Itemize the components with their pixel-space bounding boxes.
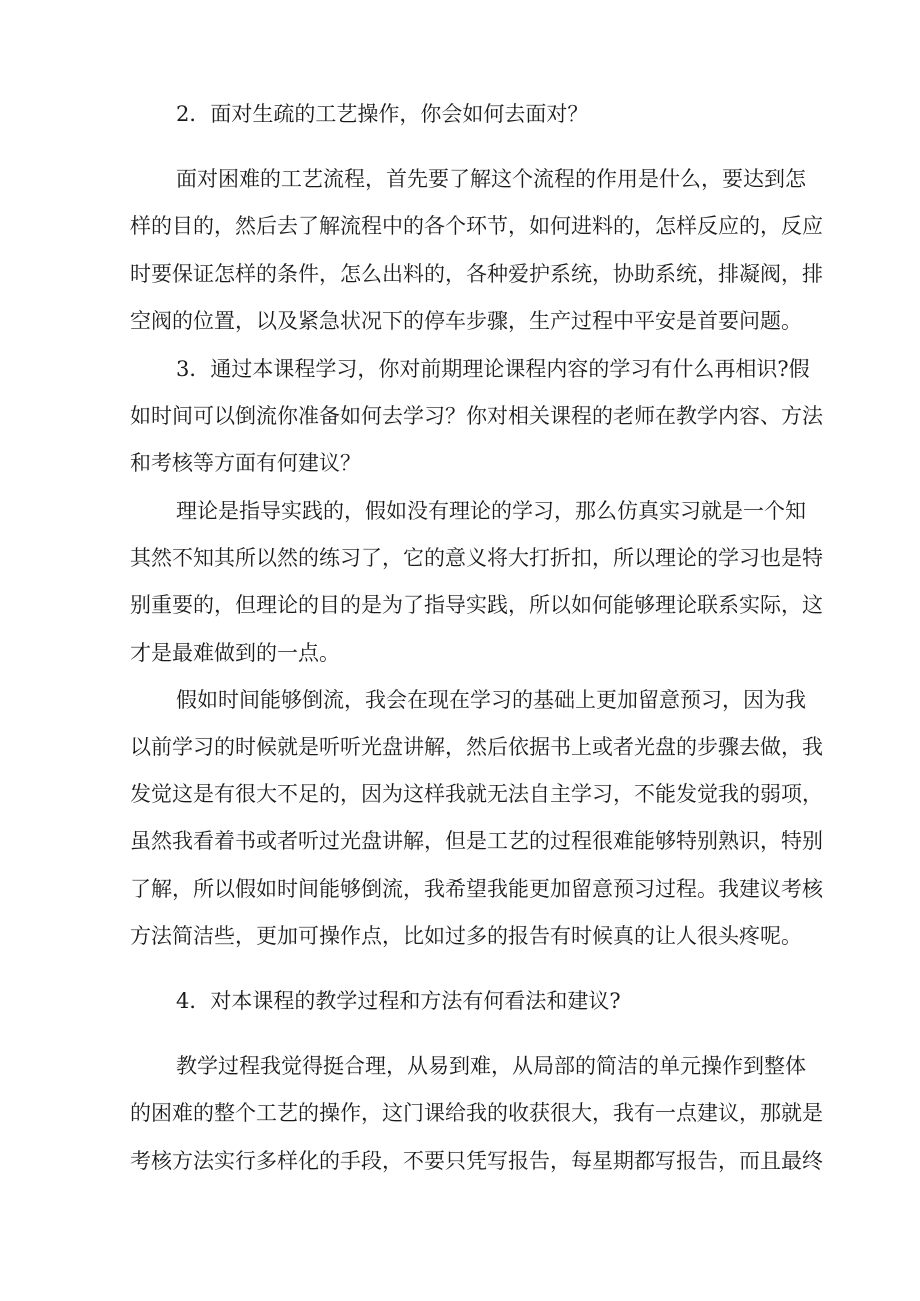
question-3-heading-line: 如时间可以倒流你准备如何去学习？你对相关课程的老师在教学内容、方法 <box>130 404 823 428</box>
paragraph-line: 虽然我看着书或者听过光盘讲解，但是工艺的过程很难能够特别熟识，特别 <box>130 829 823 853</box>
paragraph-line: 空阀的位置，以及紧急状况下的停车步骤，生产过程中平安是首要问题。 <box>130 309 802 333</box>
paragraph-line: 才是最难做到的一点。 <box>130 641 340 665</box>
paragraph-line: 考核方法实行多样化的手段，不要只凭写报告，每星期都写报告，而且最终 <box>130 1149 823 1173</box>
paragraph-line: 其然不知其所以然的练习了，它的意义将大打折扣，所以理论的学习也是特 <box>130 546 823 570</box>
paragraph-line: 样的目的，然后去了解流程中的各个环节，如何进料的，怎样反应的，反应 <box>130 214 823 238</box>
paragraph-line: 以前学习的时候就是听听光盘讲解，然后依据书上或者光盘的步骤去做，我 <box>130 735 823 759</box>
paragraph-line: 别重要的，但理论的目的是为了指导实践，所以如何能够理论联系实际，这 <box>130 593 823 617</box>
paragraph-line: 了解，所以假如时间能够倒流，我希望我能更加留意预习过程。我建议考核 <box>130 877 823 901</box>
paragraph-line: 的困难的整个工艺的操作，这门课给我的收获很大，我有一点建议，那就是 <box>130 1101 823 1125</box>
question-2-heading: 2．面对生疏的工艺操作，你会如何去面对？ <box>176 102 589 126</box>
paragraph-line: 教学过程我觉得挺合理，从易到难，从局部的简洁的单元操作到整体 <box>176 1054 806 1078</box>
paragraph-line: 理论是指导实践的，假如没有理论的学习，那么仿真实习就是一个知 <box>176 499 806 523</box>
paragraph-line: 发觉这是有很大不足的，因为这样我就无法自主学习，不能发觉我的弱项， <box>130 782 823 806</box>
question-3-heading-line: 和考核等方面有何建议？ <box>130 451 361 475</box>
paragraph-line: 假如时间能够倒流，我会在现在学习的基础上更加留意预习，因为我 <box>176 688 806 712</box>
question-3-heading: 3．通过本课程学习，你对前期理论课程内容的学习有什么再相识?假 <box>176 357 810 381</box>
paragraph-line: 时要保证怎样的条件，怎么出料的，各种爱护系统，协助系统，排凝阀，排 <box>130 262 823 286</box>
question-4-heading: 4．对本课程的教学过程和方法有何看法和建议? <box>176 989 621 1013</box>
paragraph-line: 面对困难的工艺流程，首先要了解这个流程的作用是什么，要达到怎 <box>176 167 806 191</box>
paragraph-line: 方法简洁些，更加可操作点，比如过多的报告有时候真的让人很头疼呢。 <box>130 924 802 948</box>
